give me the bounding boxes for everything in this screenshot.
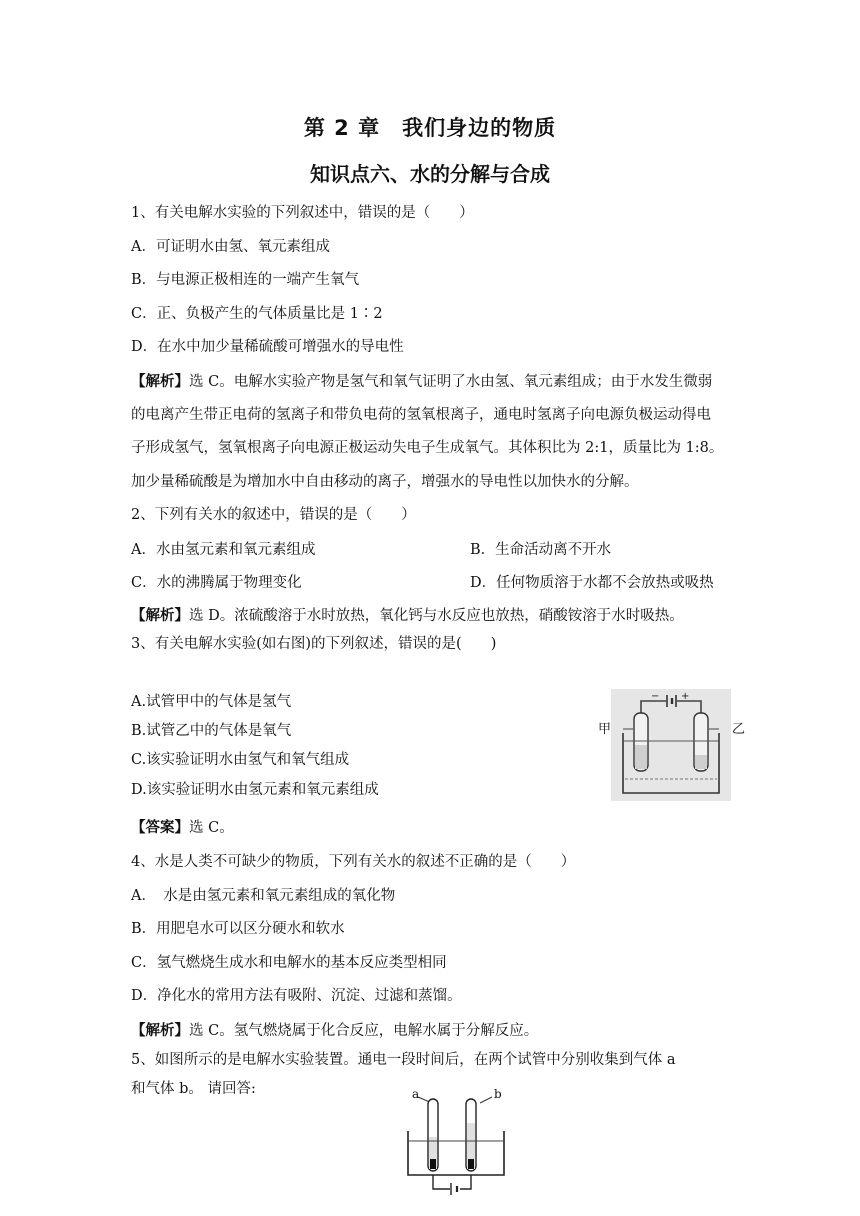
chapter-title: 第 2 章 我们身边的物质 [303, 116, 557, 140]
q1-option-d: D．在水中加少量稀硫酸可增强水的导电性 [131, 339, 404, 355]
q5-stem-line-1: 5、如图所示的是电解水实验装置。通电一段时间后，在两个试管中分别收集到气体 a [131, 1052, 676, 1068]
q3-answer [131, 818, 234, 838]
q2-analysis [131, 606, 684, 626]
beaker-2 [408, 1131, 504, 1175]
q1-option-c: C．正、负极产生的气体质量比是 1∶2 [131, 306, 383, 322]
electrode-a [430, 1159, 436, 1169]
figure-background [611, 689, 731, 801]
q1-stem: 1、有关电解水实验的下列叙述中，错误的是（ ） [131, 205, 474, 221]
electrode-b [468, 1159, 474, 1169]
q1-analysis-tag: 【解析】 [131, 374, 189, 390]
q4-stem: 4、水是人类不可缺少的物质，下列有关水的叙述不正确的是（ ） [131, 854, 576, 870]
q3-option-c: C.该实验证明水由氢气和氧气组成 [131, 752, 350, 768]
q1-option-b: B．与电源正极相连的一端产生氧气 [131, 272, 360, 288]
q1-analysis-text-1: 选 C。电解水实验产物是氢气和氧气证明了水由氢、氧元素组成；由于水发生微弱 [189, 374, 713, 390]
q2-option-c: C．水的沸腾属于物理变化 [131, 575, 302, 591]
q3-answer-text: 选 C。 [189, 820, 234, 836]
figure-label-b: b [494, 1087, 502, 1101]
q1-option-a: A．可证明水由氢、氧元素组成 [131, 239, 330, 255]
q2-option-d: D．任何物质溶于水都不会放热或吸热 [470, 575, 714, 591]
circuit-wire-2 [433, 1175, 471, 1189]
q3-stem: 3、有关电解水实验(如右图)的下列叙述，错误的是( ) [131, 636, 497, 652]
q2-analysis-text: 选 D。浓硫酸溶于水时放热，氧化钙与水反应也放热，硝酸铵溶于水时吸热。 [189, 608, 684, 624]
q5-stem-line-2: 和气体 b。 请回答: [131, 1081, 256, 1097]
q1-analysis-line-1 [131, 372, 712, 392]
figure-label-jia: 甲 [598, 722, 612, 737]
q4-option-d: D．净化水的常用方法有吸附、沉淀、过滤和蒸馏。 [131, 988, 462, 1004]
q2-stem: 2、下列有关水的叙述中，错误的是（ ） [131, 507, 416, 523]
tube-right-water [695, 755, 707, 769]
electrolysis-apparatus-figure-2 [400, 1087, 512, 1197]
q2-option-b: B．生命活动离不开水 [470, 542, 612, 558]
q1-analysis-line-3: 子形成氢气，氢氧根离子向电源正极运动失电子生成氧气。其体积比为 2:1，质量比为 1:8。 [131, 440, 724, 456]
q1-analysis-line-4: 加少量稀硫酸是为增加水中自由移动的离子，增强水的导电性以加快水的分解。 [131, 474, 639, 490]
q4-option-a: A． 水是由氢元素和氧元素组成的氧化物 [131, 888, 396, 904]
q1-analysis-line-2: 的电离产生带正电荷的氢离子和带负电荷的氢氧根离子，通电时氢离子向电源负极运动得电 [131, 407, 711, 423]
q3-option-d: D.该实验证明水由氢元素和氧元素组成 [131, 782, 379, 798]
electrolysis-apparatus-figure-1 [611, 689, 731, 801]
q3-option-a: A.试管甲中的气体是氢气 [131, 694, 292, 710]
figure-label-yi: 乙 [732, 722, 746, 737]
q4-option-c: C．氢气燃烧生成水和电解水的基本反应类型相同 [131, 955, 447, 971]
q4-analysis-text: 选 C。氢气燃烧属于化合反应，电解水属于分解反应。 [189, 1023, 539, 1039]
figure-label-a: a [412, 1087, 420, 1101]
q4-analysis-tag: 【解析】 [131, 1023, 189, 1039]
minus-sign: − [651, 691, 660, 702]
tube-left-water [635, 745, 647, 769]
q3-option-b: B.试管乙中的气体是氧气 [131, 723, 292, 739]
topic-title: 知识点六、水的分解与合成 [310, 162, 550, 186]
q4-option-b: B．用肥皂水可以区分硬水和软水 [131, 921, 345, 937]
label-line-b [480, 1097, 492, 1103]
q2-option-a: A．水由氢元素和氧元素组成 [131, 542, 316, 558]
plus-sign: + [681, 691, 690, 702]
q4-analysis [131, 1021, 538, 1041]
q2-analysis-tag: 【解析】 [131, 608, 189, 624]
q3-answer-tag: 【答案】 [131, 820, 189, 836]
